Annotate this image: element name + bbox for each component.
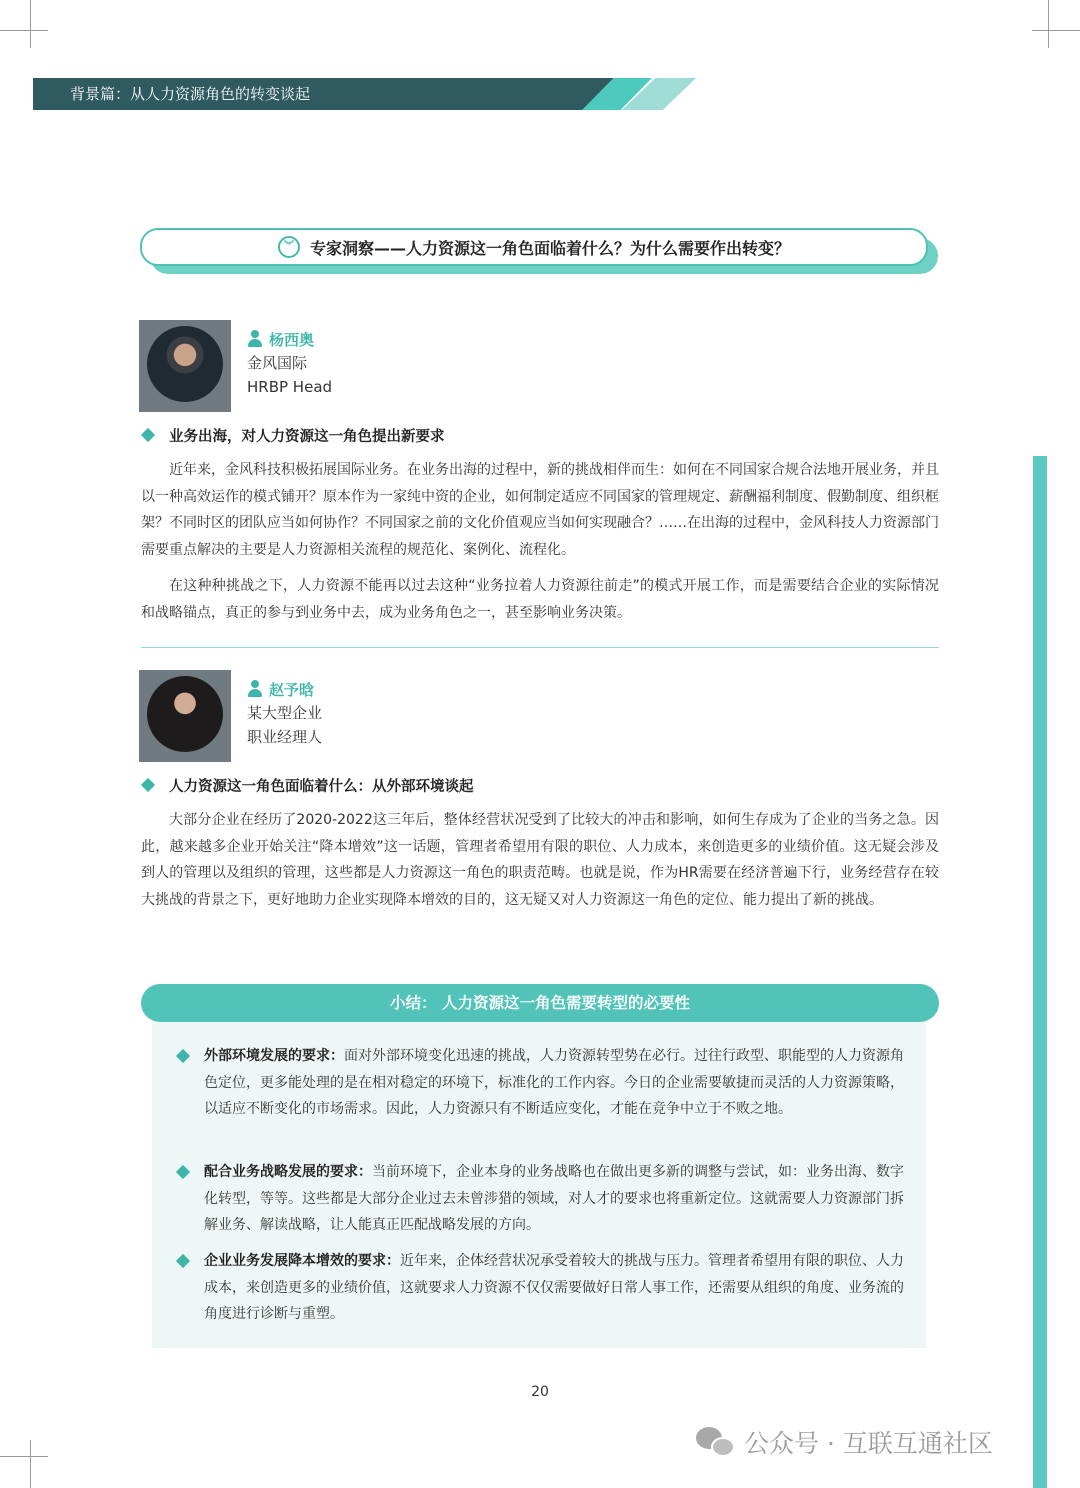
summary-item — [178, 1159, 908, 1239]
expert-role: HRBP Head — [247, 378, 333, 396]
crop-mark — [30, 0, 31, 48]
crop-mark — [1032, 30, 1080, 31]
expert-name: 杨西奥 — [269, 330, 315, 349]
summary-item-label: 企业业务发展降本增效的要求： — [204, 1253, 400, 1269]
diamond-bullet-icon — [176, 1254, 190, 1268]
summary-item-label: 配合业务战略发展的要求： — [204, 1164, 372, 1180]
accent-bar — [1033, 456, 1047, 1488]
page-number: 20 — [531, 1384, 549, 1400]
expert-profile — [247, 677, 322, 749]
expert-photo — [139, 670, 231, 762]
summary-item-text: 当前环境下，企业本身的业务战略也在做出更多新的调整与尝试，如：业务出海、数字化转型，等等。这些都是大部分企业过去未曾涉猎的领域，对人才的要求也将重新定位。这就需要人力资源部门拆解业务、解读战略，让人能真正匹配战略发展的方向。 — [204, 1164, 904, 1233]
diamond-bullet-icon — [176, 1165, 190, 1179]
expert-name: 赵予晗 — [269, 680, 315, 699]
crop-mark — [0, 30, 48, 31]
paragraph: 近年来，金风科技积极拓展国际业务。在业务出海的过程中，新的挑战相伴而生：如何在不同国家合规合法地开展业务，并且以一种高效运作的模式铺开？原本作为一家纯中资的企业，如何制定适应不同国家的管理规定、薪酬福利制度、假勤制度、组织框架？不同时区的团队应当如何协作？不同国家之前的文化价值观应当如何实现融合？……在出海的过程中，金风科技人力资源部门需要重点解决的主要是人力资源相关流程的规范化、案例化、流程化。 — [141, 462, 939, 558]
watermark-text: 公众号 · 互联互通社区 — [744, 1429, 993, 1458]
expert-role: 职业经理人 — [247, 728, 323, 746]
expert-org: 某大型企业 — [247, 704, 323, 722]
summary-item-label: 外部环境发展的要求： — [204, 1048, 344, 1064]
person-icon — [247, 680, 263, 698]
expert-heading: 业务出海，对人力资源这一角色提出新要求 — [143, 424, 445, 446]
person-icon — [247, 330, 263, 348]
section-header-title: 背景篇：从人力资源角色的转变谈起 — [70, 85, 311, 103]
expert-profile — [247, 327, 332, 399]
paragraph: 在这种种挑战之下，人力资源不能再以过去这种“业务拉着人力资源往前走”的模式开展工作，而是需要结合企业的实际情况和战略锚点，真正的参与到业务中去，成为业务角色之一，甚至影响业务决策。 — [141, 578, 939, 621]
insight-box — [140, 228, 928, 266]
summary-item — [178, 1043, 908, 1123]
diamond-bullet-icon — [141, 428, 155, 442]
paragraph: 大部分企业在经历了2020-2022这三年后，整体经营状况受到了比较大的冲击和影响，如何生存成为了企业的当务之急。因此，越来越多企业开始关注“降本增效”这一话题，管理者希望用有限的职位、人力成本，来创造更多的业绩价值。这无疑会涉及到人的管理以及组织的管理，这些都是人力资源这一角色的职责范畴。也就是说，作为HR需要在经济普遍下行，业务经营存在较大挑战的背景之下，更好地助力企业实现降本增效的目的，这无疑又对人力资源这一角色的定位、能力提出了新的挑战。 — [141, 812, 939, 908]
divider — [141, 647, 939, 648]
expert-heading: 人力资源这一角色面临着什么：从外部环境谈起 — [143, 774, 474, 796]
summary-item — [178, 1248, 908, 1328]
diamond-bullet-icon — [141, 778, 155, 792]
summary-item-text: 近年来，企体经营状况承受着较大的挑战与压力。管理者希望用有限的职位、人力成本，来创造更多的业绩价值，这就要求人力资源不仅仅需要做好日常人事工作，还需要从组织的角度、业务流的角度进行诊断与重塑。 — [204, 1253, 904, 1322]
crop-mark — [1048, 0, 1049, 48]
double-chevron-down-icon: ︾ — [278, 236, 300, 258]
diamond-bullet-icon — [176, 1049, 190, 1063]
insight-title: 专家洞察——人力资源这一角色面临着什么？为什么需要作出转变？ — [309, 238, 790, 258]
wechat-icon — [696, 1425, 736, 1459]
expert-photo — [139, 320, 231, 412]
summary-title: 小结： 人力资源这一角色需要转型的必要性 — [141, 984, 939, 1022]
crop-mark — [30, 1440, 31, 1488]
crop-mark — [0, 1456, 48, 1457]
expert-org: 金风国际 — [247, 354, 308, 372]
watermark — [696, 1424, 993, 1460]
summary-item-text: 面对外部环境变化迅速的挑战，人力资源转型势在必行。过往行政型、职能型的人力资源角色定位，更多能处理的是在相对稳定的环境下，标准化的工作内容。今日的企业需要敏捷而灵活的人力资源策略，以适应不断变化的市场需求。因此，人力资源只有不断适应变化，才能在竞争中立于不败之地。 — [204, 1048, 904, 1117]
